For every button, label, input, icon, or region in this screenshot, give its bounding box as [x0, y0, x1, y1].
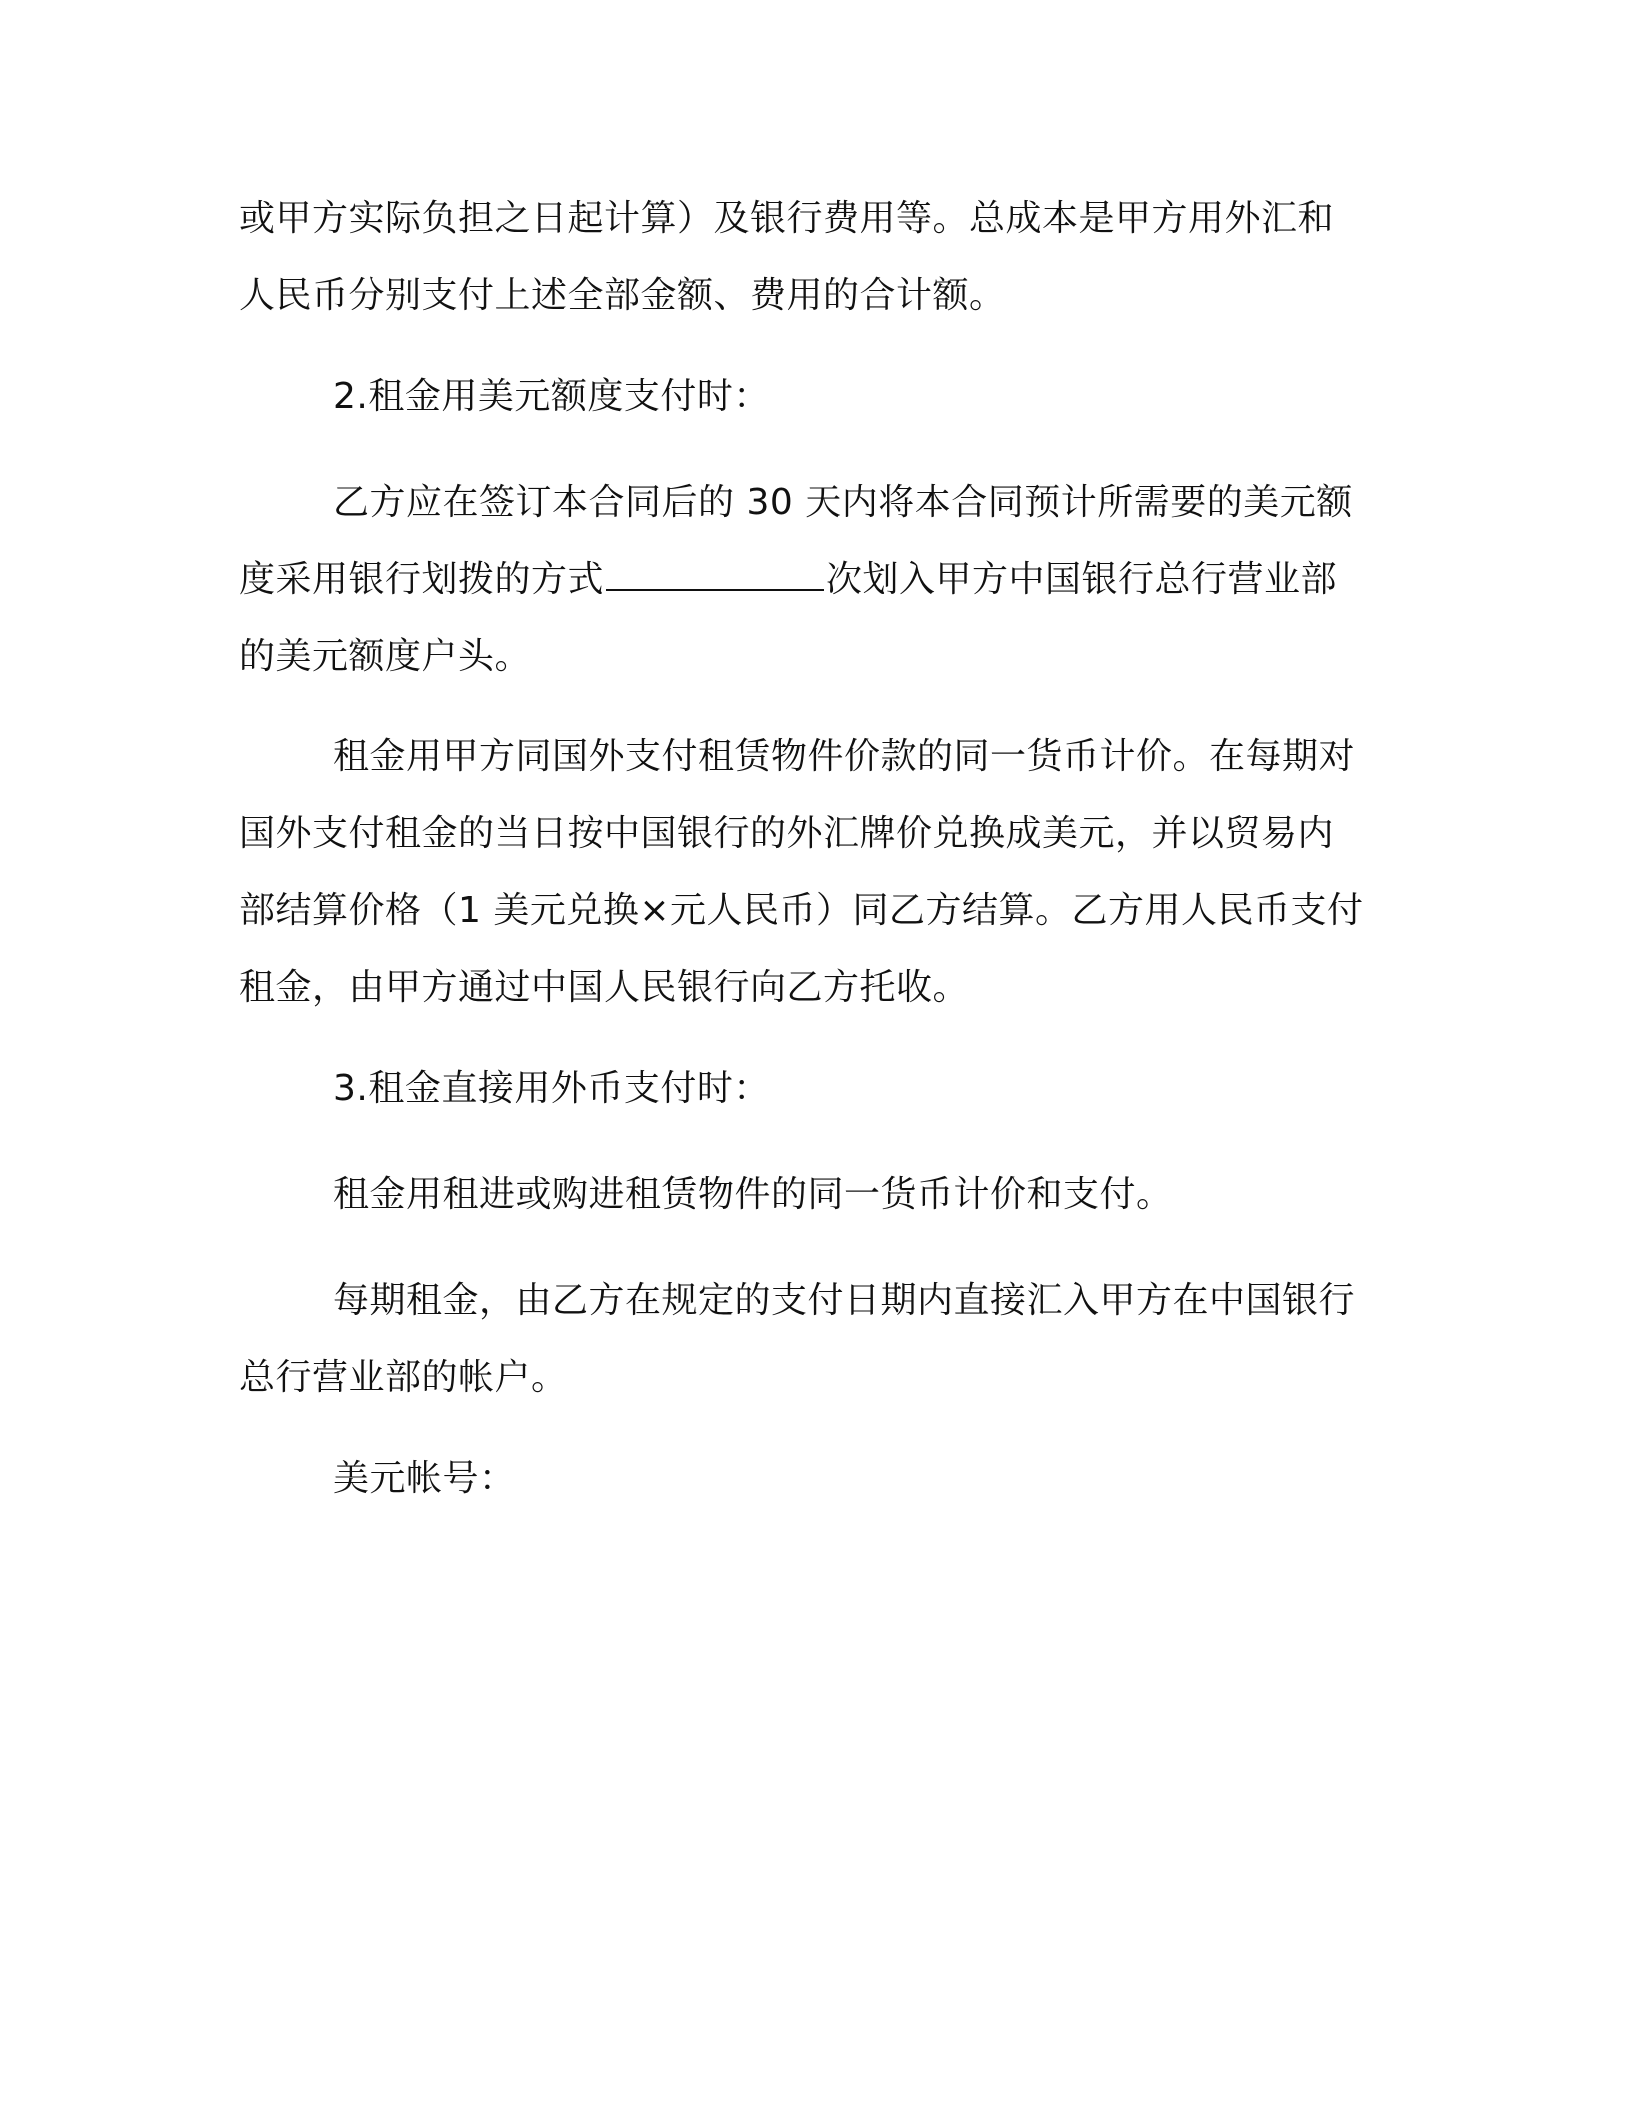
section-heading: 3.租金直接用外币支付时： — [333, 1068, 770, 1109]
paragraph-total-cost — [239, 180, 1389, 334]
paragraph-pricing — [239, 1156, 1389, 1233]
text-line: 每期租金，由乙方在规定的支付日期内直接汇入甲方在中国银行 — [333, 1280, 1356, 1321]
paragraph-usd-transfer — [239, 464, 1389, 695]
text-line: 部结算价格（1 美元兑换×元人民币）同乙方结算。乙方用人民币支付 — [239, 890, 1364, 931]
section-heading: 2.租金用美元额度支付时： — [333, 376, 770, 417]
text-line: 人民币分别支付上述全部金额、费用的合计额。 — [239, 275, 1006, 316]
text-line: 租金，由甲方通过中国人民银行向乙方托收。 — [239, 967, 970, 1008]
text-line: 租金用甲方同国外支付租赁物件价款的同一货币计价。在每期对 — [333, 736, 1356, 777]
heading-foreign-currency-payment — [239, 1050, 1389, 1127]
text-line: 总行营业部的帐户。 — [239, 1357, 568, 1398]
text-line: 或甲方实际负担之日起计算）及银行费用等。总成本是甲方用外汇和 — [239, 198, 1335, 239]
paragraph-remittance — [239, 1262, 1389, 1416]
text-line: 美元帐号： — [333, 1458, 516, 1499]
heading-usd-quota-payment — [239, 358, 1389, 435]
paragraph-rent-currency — [239, 718, 1389, 1026]
text-line: 国外支付租金的当日按中国银行的外汇牌价兑换成美元，并以贸易内 — [239, 813, 1335, 854]
text-line: 的美元额度户头。 — [239, 636, 532, 677]
text-fragment: 度采用银行划拨的方式 — [239, 559, 605, 600]
text-fragment: 次划入甲方中国银行总行营业部 — [826, 559, 1338, 600]
text-line: 乙方应在签订本合同后的 30 天内将本合同预计所需要的美元额 — [333, 482, 1353, 523]
fill-in-blank — [606, 559, 824, 591]
text-line: 租金用租进或购进租赁物件的同一货币计价和支付。 — [333, 1174, 1173, 1215]
usd-account-label — [239, 1440, 1389, 1517]
text-line-with-blank — [239, 541, 1389, 618]
